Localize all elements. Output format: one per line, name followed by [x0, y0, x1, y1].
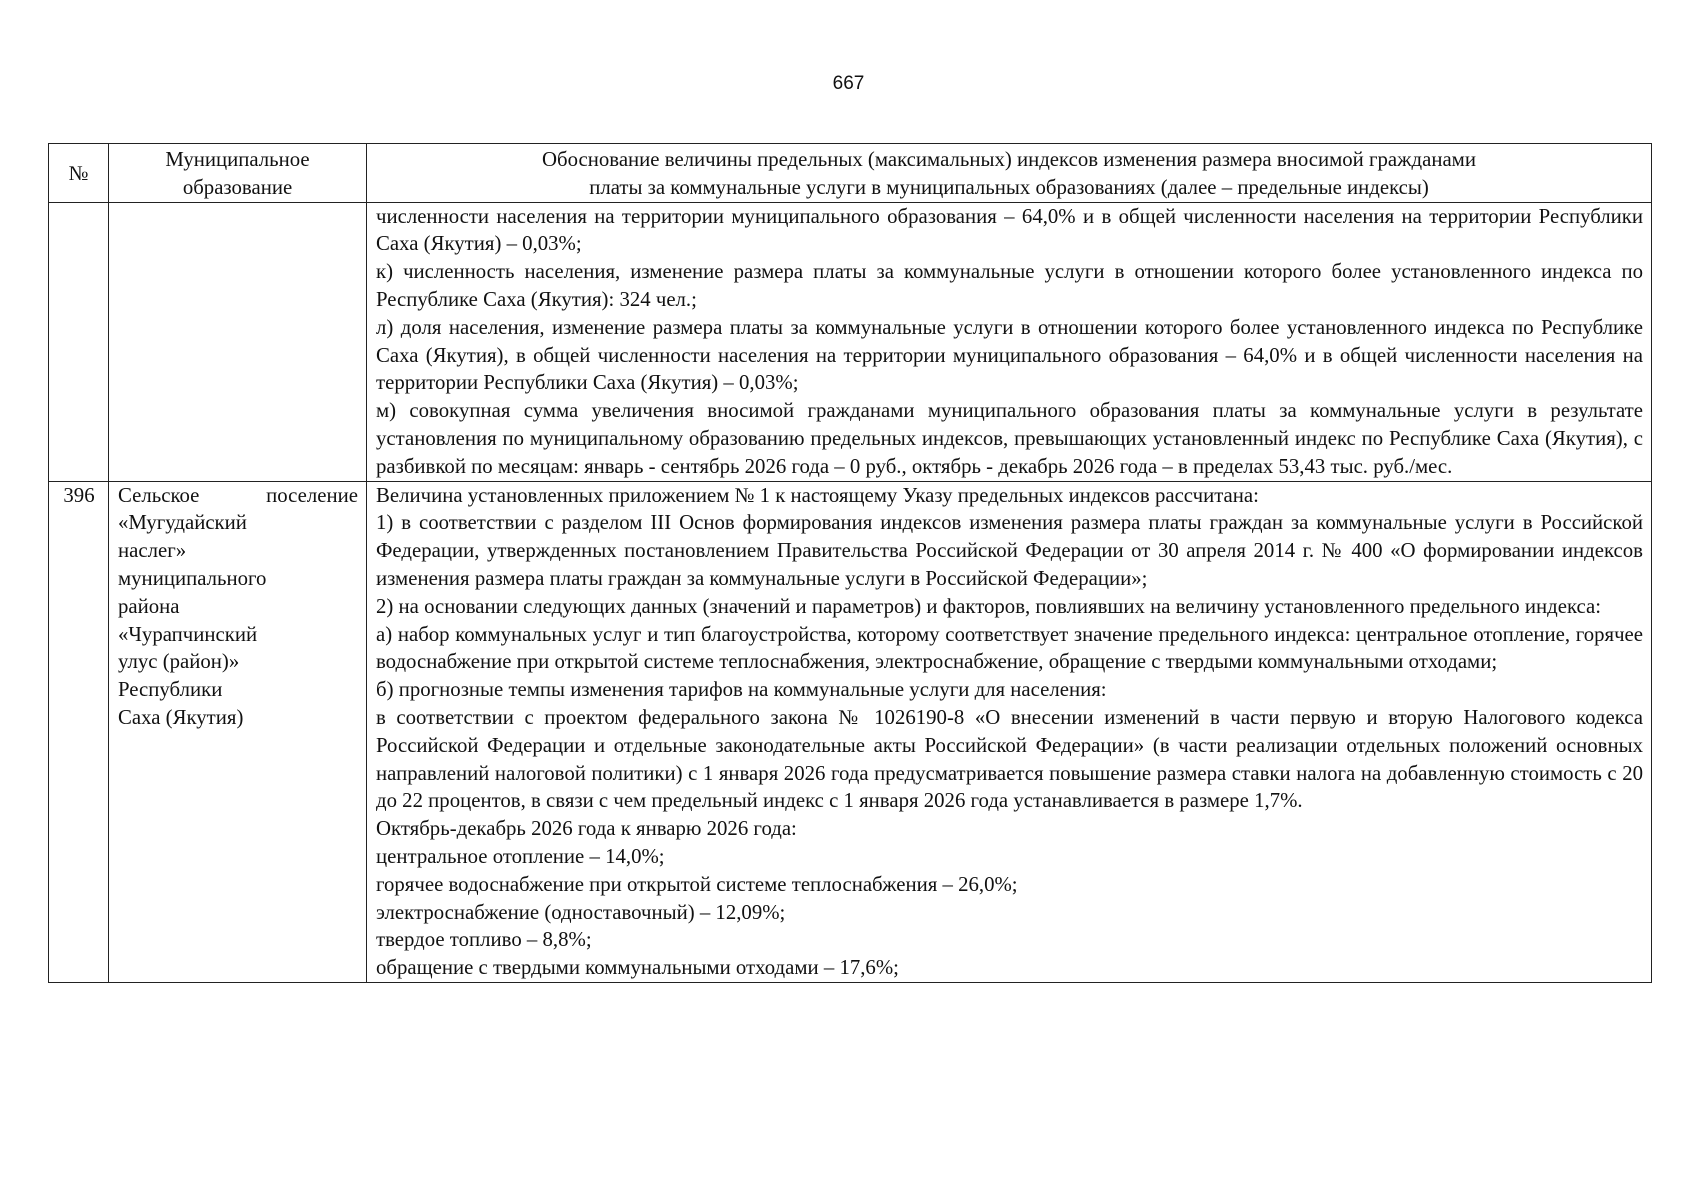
municipality-name-line: [118, 482, 358, 510]
municipality-word: поселение: [266, 483, 358, 507]
municipality-name-line: муниципального: [118, 566, 267, 590]
row-number-cell: [49, 202, 109, 481]
header-municipality-line-1: Муниципальное: [165, 148, 310, 171]
header-municipality-line-2: образование: [182, 175, 293, 199]
justification-cell: [367, 481, 1652, 982]
justification-item-1: 1) в соответствии с разделом III Основ формирования индексов изменения размера платы граждан за коммунальные услуги в Российской Федерации, утвержденных постановлением Правительства Российской Федерации от 30 апреля 2014 г. № 400 «О формировании индексов изменения размера платы граждан за коммунальные услуги в Российской Федерации»;: [376, 511, 1643, 590]
table-header-row: [49, 144, 1652, 203]
municipal-index-table: [48, 143, 1652, 983]
municipality-name-line: района: [118, 594, 180, 618]
municipality-name-line: улус (район)»: [118, 650, 240, 674]
header-justification-line-1: Обоснование величины предельных (максимальных) индексов изменения размера вносимой гражданами: [542, 148, 1476, 171]
row-number-cell: 396: [49, 481, 109, 982]
header-justification: [367, 144, 1652, 203]
municipality-name-line: «Мугудайский: [118, 511, 247, 535]
justification-intro: Величина установленных приложением № 1 к настоящему Указу предельных индексов рассчитана:: [376, 483, 1259, 507]
tariff-electricity: электроснабжение (одноставочный) – 12,09%;: [376, 900, 786, 924]
justification-paragraph: численности населения на территории муниципального образования – 64,0% и в общей численности населения на территории Республики Саха (Якутия) – 0,03%;: [376, 204, 1643, 256]
justification-cell: [367, 202, 1652, 481]
tariff-solid-waste: обращение с твердыми коммунальными отходами – 17,6%;: [376, 956, 899, 980]
page-number: 667: [832, 73, 865, 94]
justification-item-b: б) прогнозные темпы изменения тарифов на коммунальные услуги для населения:: [376, 678, 1107, 702]
header-municipality: [109, 144, 367, 203]
municipality-cell: [109, 481, 367, 982]
municipality-name-line: Республики: [118, 678, 223, 702]
justification-item-2: 2) на основании следующих данных (значений и параметров) и факторов, повлиявших на величину установленного предельного индекса:: [376, 594, 1602, 618]
municipality-cell: [109, 202, 367, 481]
justification-paragraph-m: м) совокупная сумма увеличения вносимой гражданами муниципального образования платы за коммунальные услуги в результате установления по муниципальному образованию предельных индексов, превышающих установленный индекс по Республике Саха (Якутия), с разбивкой по месяцам: январь - сентябрь 2026 года – 0 руб., октябрь - декабрь 2026 года – в пределах 53,43 тыс. руб./мес.: [376, 399, 1643, 478]
justification-paragraph-k: к) численность населения, изменение размера платы за коммунальные услуги в отношении которого более установленного индекса по Республике Саха (Якутия): 324 чел.;: [376, 260, 1643, 311]
justification-vat-note: в соответствии с проектом федерального закона № 1026190-8 «О внесении изменений в части первую и вторую Налогового кодекса Российской Федерации и отдельные законодательные акты Российской Федерации» (в части реализации отдельных положений основных направлений налоговой политики) с 1 января 2026 года предусматривается повышение размера ставки налога на добавленную стоимость с 20 до 22 процентов, в связи с чем предельный индекс с 1 января 2026 года устанавливается в размере 1,7%.: [376, 705, 1643, 813]
justification-period-heading: Октябрь-декабрь 2026 года к январю 2026 года:: [376, 817, 797, 841]
header-number-label: №: [68, 161, 89, 185]
municipality-name-line: «Чурапчинский: [118, 622, 258, 646]
justification-paragraph-l: л) доля населения, изменение размера платы за коммунальные услуги в отношении которого более установленного индекса по Республике Саха (Якутия), в общей численности населения на территории муниципального образования – 64,0% и в общей численности населения на территории Республики Саха (Якутия) – 0,03%;: [376, 315, 1643, 395]
header-number: [49, 144, 109, 203]
tariff-heating: центральное отопление – 14,0%;: [376, 844, 665, 868]
table-row-continuation: [49, 202, 1652, 481]
header-justification-line-2: платы за коммунальные услуги в муниципальных образованиях (далее – предельные индексы): [589, 175, 1429, 199]
municipality-word: Сельское: [118, 483, 200, 507]
table-row-396: [49, 481, 1652, 982]
tariff-hot-water: горячее водоснабжение при открытой системе теплоснабжения – 26,0%;: [376, 872, 1018, 896]
justification-item-a: а) набор коммунальных услуг и тип благоустройства, которому соответствует значение предельного индекса: центральное отопление, горячее водоснабжение при открытой системе теплоснабжения, электроснабжение, обращение с твердыми коммунальными отходами;: [376, 622, 1643, 674]
municipality-name-line: наслег»: [118, 539, 187, 563]
municipality-name-line: Саха (Якутия): [118, 705, 244, 729]
tariff-solid-fuel: твердое топливо – 8,8%;: [376, 928, 592, 952]
